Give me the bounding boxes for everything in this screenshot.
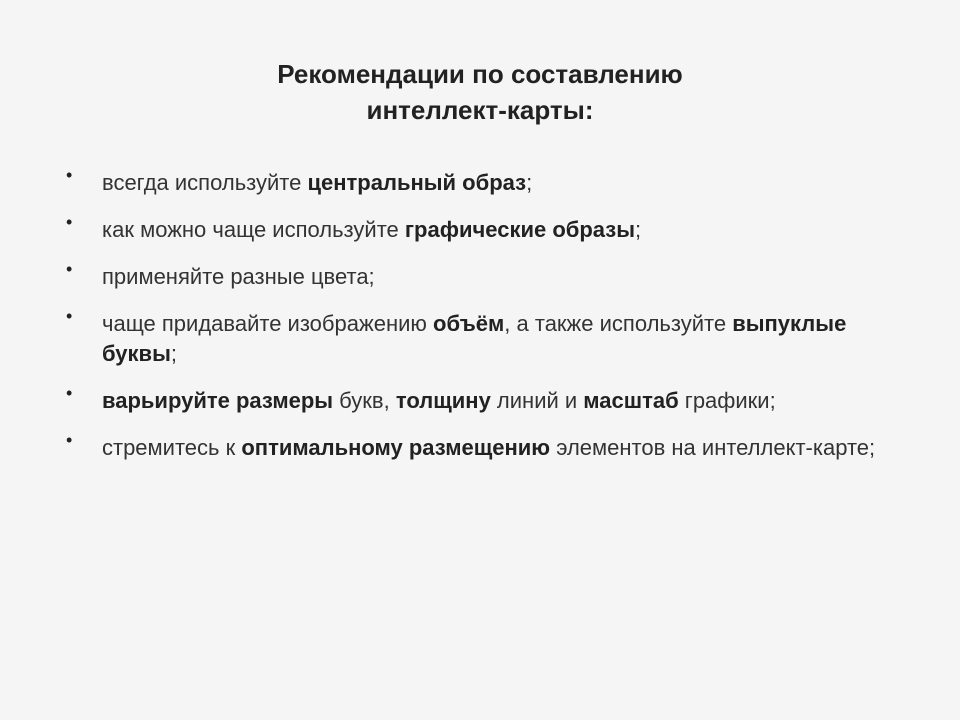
slide-title [0, 56, 960, 128]
slide-title-line-1: Рекомендации по составлению [277, 59, 683, 89]
bullet-emphasis: масштаб [583, 388, 679, 413]
bullet-emphasis: оптимальному размещению [241, 435, 551, 460]
bullet-dot-icon: • [66, 165, 73, 185]
bullet-text: букв, [333, 388, 396, 413]
bullet-text: графики; [678, 388, 776, 413]
slide-title-line-2: интеллект-карты: [366, 95, 594, 125]
bullet-text: ; [635, 217, 642, 242]
bullet-emphasis: графические образы [404, 217, 636, 242]
bullet-dot-icon: • [66, 306, 73, 326]
bullet-item [66, 430, 896, 463]
bullet-emphasis: объём [433, 311, 505, 336]
bullet-text: чаще придавайте изображению [102, 311, 433, 336]
bullet-emphasis: варьируйте размеры [102, 388, 334, 413]
bullet-text: стремитесь к [102, 435, 242, 460]
bullet-list [66, 165, 896, 480]
bullet-dot-icon: • [66, 212, 73, 232]
bullet-text: , а также используйте [504, 311, 733, 336]
bullet-text: применяйте разные цвета; [102, 264, 375, 289]
bullet-text: элементов на интеллект-карте; [550, 435, 876, 460]
bullet-item [66, 212, 896, 245]
bullet-dot-icon: • [66, 259, 73, 279]
bullet-text: всегда используйте [102, 170, 308, 195]
bullet-emphasis: выпуклые буквы [102, 311, 847, 366]
bullet-emphasis: толщину [395, 388, 491, 413]
bullet-item [66, 259, 896, 292]
bullet-item [66, 383, 896, 416]
bullet-item [66, 165, 896, 198]
bullet-text: линий и [490, 388, 584, 413]
bullet-text: ; [170, 341, 177, 366]
bullet-dot-icon: • [66, 430, 73, 450]
bullet-item [66, 306, 896, 369]
bullet-dot-icon: • [66, 383, 73, 403]
bullet-text: как можно чаще используйте [102, 217, 405, 242]
bullet-text: ; [526, 170, 533, 195]
bullet-emphasis: центральный образ [307, 170, 527, 195]
